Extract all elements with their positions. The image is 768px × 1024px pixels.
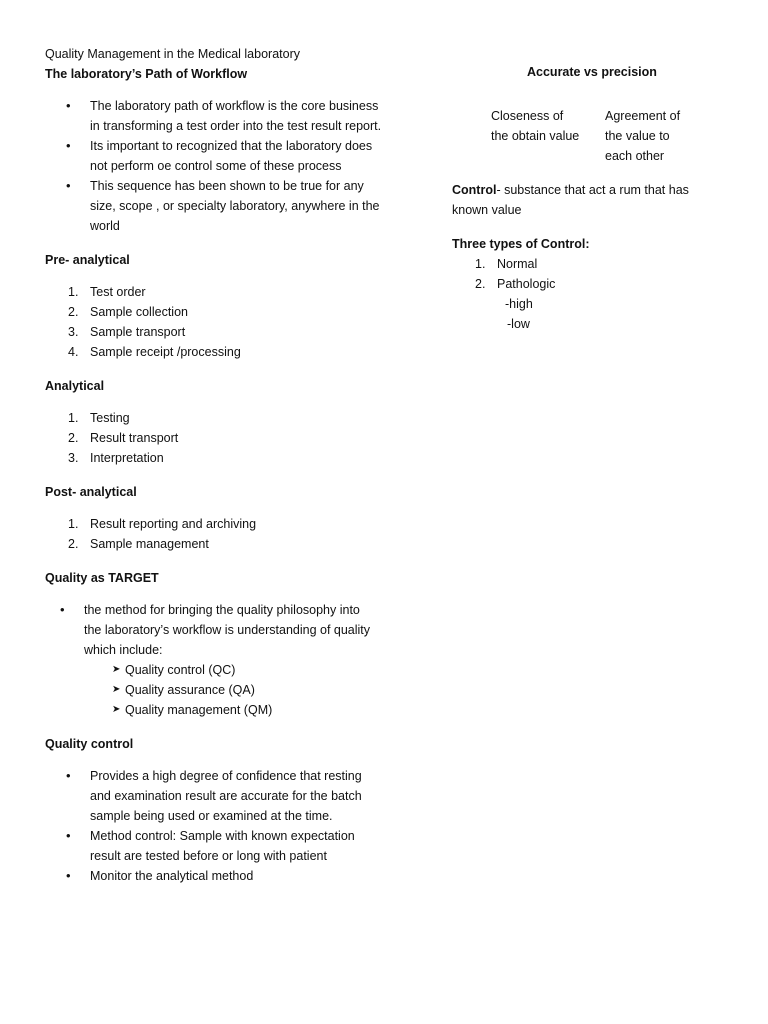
left-column [45, 44, 385, 886]
list-item: 1. Test order [68, 285, 146, 299]
pre-analytical-list [45, 282, 385, 362]
pre-analytical-heading: Pre- analytical [45, 253, 130, 267]
list-item: 1. Normal [475, 257, 538, 271]
quality-control-bullet: • Provides a high degree of confidence that resting and examination result are accurate for the batch sample being used or examined at the time. [45, 766, 385, 826]
workflow-heading: The laboratory’s Path of Workflow [45, 67, 248, 81]
list-item: 1. Result reporting and archiving [68, 517, 257, 531]
list-item: 3. Sample transport [68, 325, 186, 339]
quality-type-item: ➤ Quality assurance (QA) [112, 680, 385, 700]
analytical-list [45, 408, 385, 468]
precision-definition: Agreement of the value to each other [605, 109, 681, 163]
list-item: 2. Sample management [68, 537, 209, 551]
quality-control-heading: Quality control [45, 737, 134, 751]
accuracy-precision-heading: Accurate vs precision [527, 65, 657, 79]
workflow-bullet: • This sequence has been shown to be true for any size, scope , or specialty laboratory, anywhere in the world [45, 176, 385, 236]
list-item: 4. Sample receipt /processing [68, 345, 241, 359]
list-item: 1. Testing [68, 411, 130, 425]
workflow-bullet-list [45, 96, 385, 236]
list-item: 2. Pathologic [475, 277, 556, 291]
control-types-heading: Three types of Control: [452, 237, 590, 251]
comparison-table [491, 106, 722, 166]
workflow-bullet: • Its important to recognized that the laboratory does not perform oe control some of these process [45, 136, 385, 176]
pathologic-sub-item: -high [505, 297, 533, 311]
quality-target-bullet: • the method for bringing the quality philosophy into the laboratory’s workflow is understanding of quality which include: [39, 600, 379, 660]
document-title: Quality Management in the Medical laboratory [45, 47, 300, 61]
quality-control-bullet: • Monitor the analytical method [45, 866, 385, 886]
quality-control-list [45, 766, 385, 886]
quality-target-heading: Quality as TARGET [45, 571, 159, 585]
right-column [452, 62, 722, 334]
quality-control-bullet: • Method control: Sample with known expectation result are tested before or long with patient [45, 826, 385, 866]
quality-types-list [45, 660, 385, 720]
list-item: 2. Sample collection [68, 305, 188, 319]
accuracy-definition: Closeness of the obtain value [491, 109, 580, 143]
quality-target-list [39, 600, 385, 660]
quality-type-item: ➤ Quality control (QC) [112, 660, 385, 680]
workflow-bullet: • The laboratory path of workflow is the core business in transforming a test order into the test result report. [45, 96, 385, 136]
analytical-heading: Analytical [45, 379, 105, 393]
list-item: 2. Result transport [68, 431, 179, 445]
post-analytical-heading: Post- analytical [45, 485, 137, 499]
control-types-list [452, 254, 722, 294]
list-item: 3. Interpretation [68, 451, 164, 465]
control-definition: Control- substance that act a rum that has known value [452, 183, 689, 217]
post-analytical-list [45, 514, 385, 554]
quality-type-item: ➤ Quality management (QM) [112, 700, 385, 720]
pathologic-sub-item: -low [507, 317, 530, 331]
